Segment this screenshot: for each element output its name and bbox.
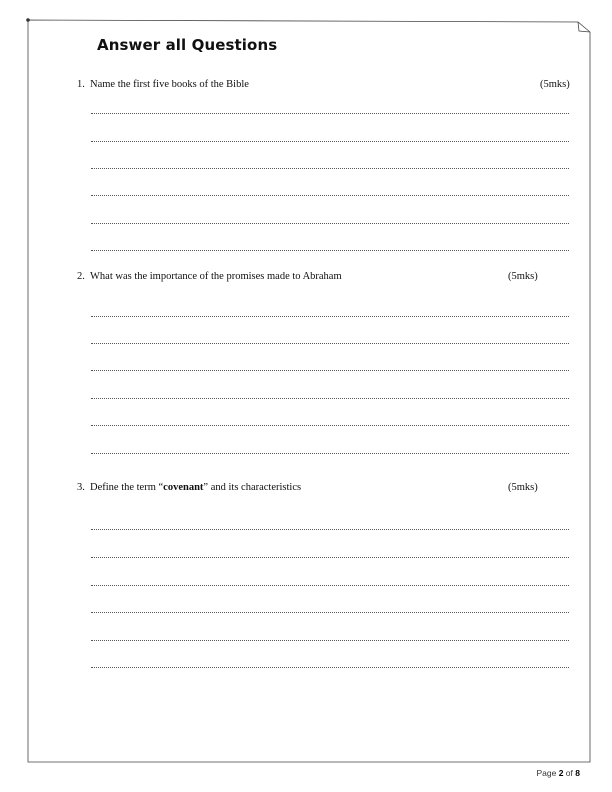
question-text: Name the first five books of the Bible xyxy=(90,79,249,90)
answer-line[interactable] xyxy=(91,557,569,558)
answer-line[interactable] xyxy=(91,195,569,196)
answer-line[interactable] xyxy=(91,316,569,317)
section-heading: Answer all Questions xyxy=(97,36,278,54)
page-number: 2 xyxy=(558,768,564,778)
answer-line[interactable] xyxy=(91,250,569,251)
question-text xyxy=(90,482,301,493)
question-number: 1. xyxy=(77,79,85,90)
answer-line[interactable] xyxy=(91,113,569,114)
answer-line[interactable] xyxy=(91,612,569,613)
question-text: What was the importance of the promises made to Abraham xyxy=(90,271,342,282)
answer-line[interactable] xyxy=(91,370,569,371)
answer-line[interactable] xyxy=(91,343,569,344)
total-pages: 8 xyxy=(575,768,580,778)
answer-line[interactable] xyxy=(91,141,569,142)
answer-line[interactable] xyxy=(91,425,569,426)
answer-line[interactable] xyxy=(91,168,569,169)
question-term: covenant xyxy=(163,482,204,493)
question-marks: (5mks) xyxy=(540,79,570,90)
answer-line[interactable] xyxy=(91,223,569,224)
answer-line[interactable] xyxy=(91,398,569,399)
question-marks: (5mks) xyxy=(508,482,538,493)
answer-line[interactable] xyxy=(91,585,569,586)
answer-line[interactable] xyxy=(91,453,569,454)
question-number: 3. xyxy=(77,482,85,493)
answer-line[interactable] xyxy=(91,667,569,668)
question-marks: (5mks) xyxy=(508,271,538,282)
question-number: 2. xyxy=(77,271,85,282)
page-footer xyxy=(536,768,580,778)
answer-line[interactable] xyxy=(91,529,569,530)
question-text-before: Define the term “ xyxy=(90,482,164,493)
page-word: Page xyxy=(536,768,557,778)
of-word: of xyxy=(565,768,573,778)
question-text-after: ” and its characteristics xyxy=(203,482,302,493)
answer-line[interactable] xyxy=(91,640,569,641)
